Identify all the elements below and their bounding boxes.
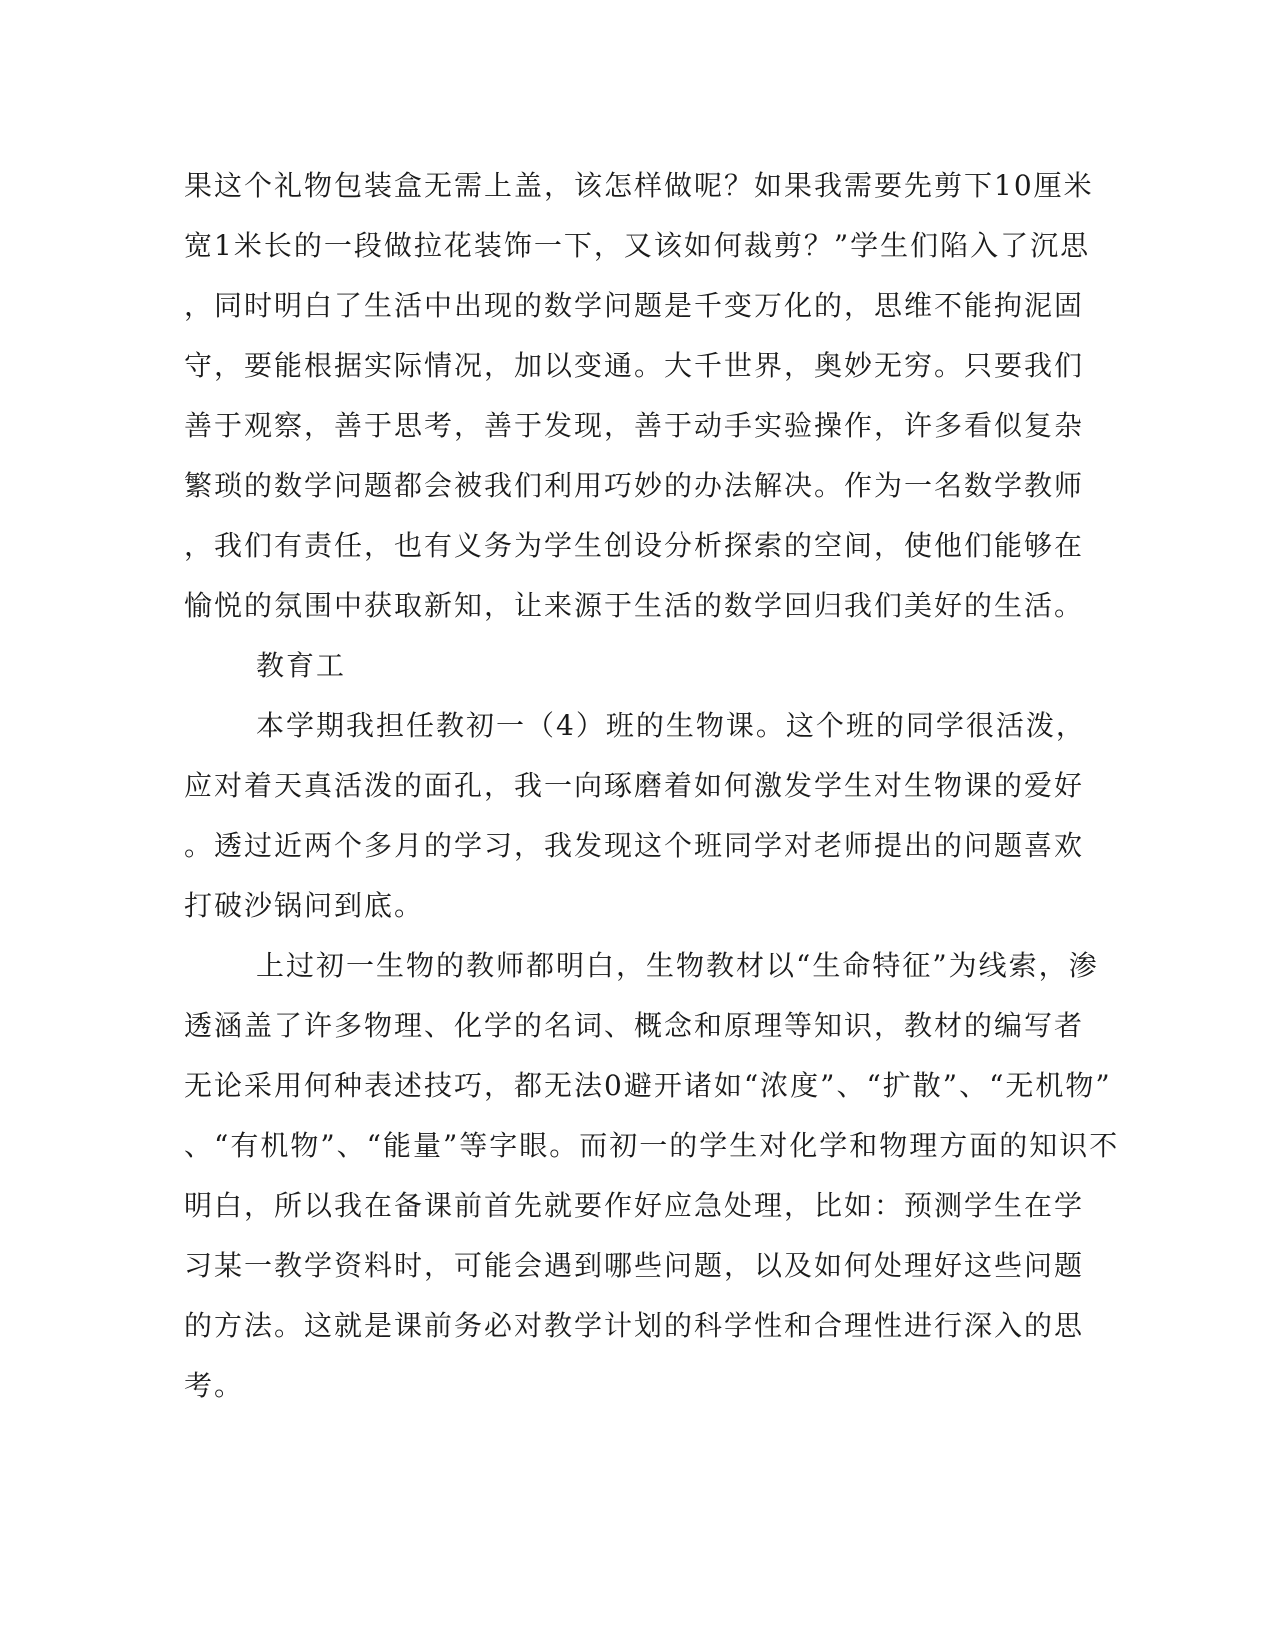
text-line: 果这个礼物包装盒无需上盖，该怎样做呢？如果我需要先剪下10厘米 (184, 169, 1094, 202)
text-line: ，我们有责任，也有义务为学生创设分析探索的空间，使他们能够在 (184, 529, 1085, 562)
text-line: 考。 (184, 1369, 245, 1402)
text-line: 宽1米长的一段做拉花装饰一下，又该如何裁剪？”学生们陷入了沉思 (184, 229, 1091, 262)
text-line: 习某一教学资料时，可能会遇到哪些问题，以及如何处理好这些问题 (184, 1249, 1085, 1282)
text-line: 本学期我担任教初一（4）班的生物课。这个班的同学很活泼， (256, 709, 1086, 742)
text-line: 。透过近两个多月的学习，我发现这个班同学对老师提出的问题喜欢 (184, 829, 1085, 862)
text-line: 透涵盖了许多物理、化学的名词、概念和原理等知识，教材的编写者 (184, 1009, 1085, 1042)
body-text (184, 156, 1120, 1416)
text-line: 上过初一生物的教师都明白，生物教材以“生命特征”为线索，渗 (256, 949, 1099, 982)
text-line: 打破沙锅问到底。 (184, 889, 425, 922)
section-heading: 教育工 (256, 649, 347, 682)
text-line: 应对着天真活泼的面孔，我一向琢磨着如何激发学生对生物课的爱好 (184, 769, 1085, 802)
text-line: 善于观察，善于思考，善于发现，善于动手实验操作，许多看似复杂 (184, 409, 1085, 442)
text-line: 明白，所以我在备课前首先就要作好应急处理，比如：预测学生在学 (184, 1189, 1085, 1222)
text-line: 的方法。这就是课前务必对教学计划的科学性和合理性进行深入的思 (184, 1309, 1085, 1342)
text-line: 无论采用何种表述技巧，都无法0避开诸如“浓度”、“扩散”、“无机物” (184, 1069, 1112, 1102)
text-line: 愉悦的氛围中获取新知，让来源于生活的数学回归我们美好的生活。 (184, 589, 1085, 622)
text-line: 、“有机物”、“能量”等字眼。而初一的学生对化学和物理方面的知识不 (184, 1129, 1120, 1162)
text-line: 守，要能根据实际情况，加以变通。大千世界，奥妙无穷。只要我们 (184, 349, 1085, 382)
text-line: 繁琐的数学问题都会被我们利用巧妙的办法解决。作为一名数学教师 (184, 469, 1085, 502)
text-line: ，同时明白了生活中出现的数学问题是千变万化的，思维不能拘泥固 (184, 289, 1085, 322)
